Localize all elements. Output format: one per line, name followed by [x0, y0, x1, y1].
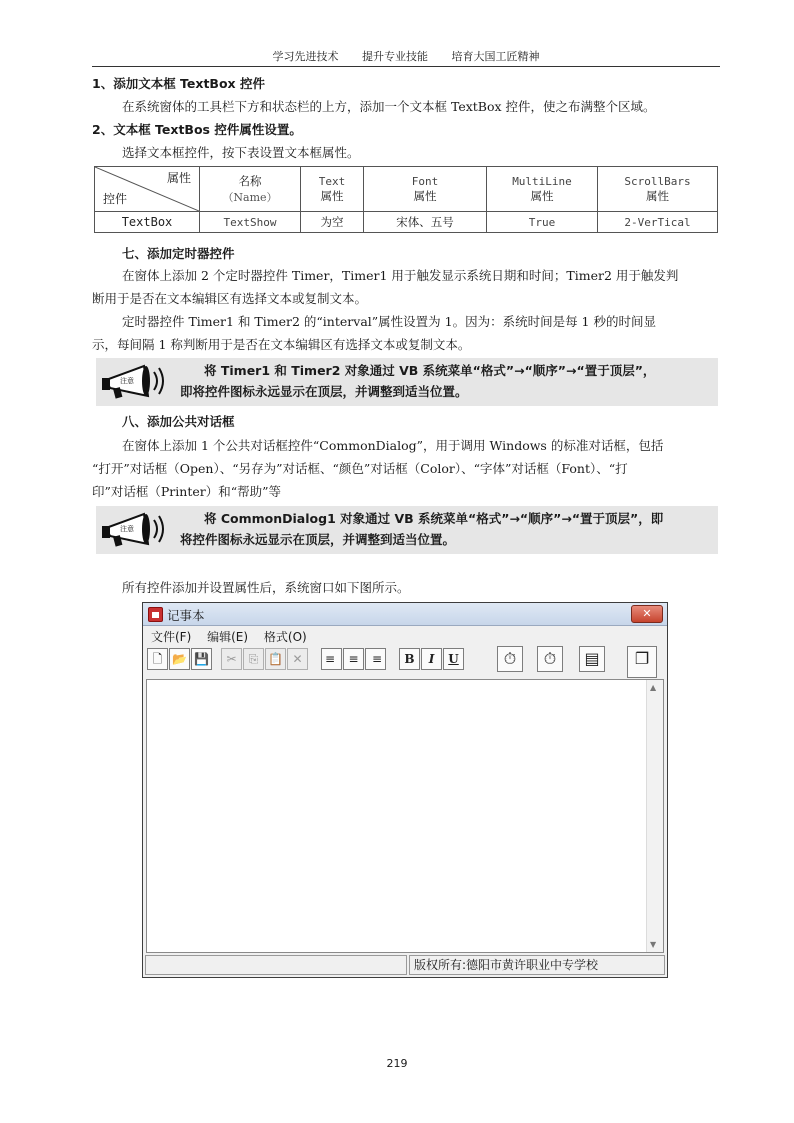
corner-top-label: 属性 — [166, 171, 191, 185]
notepad-window — [142, 602, 668, 978]
scroll-up-icon[interactable]: ▲ — [650, 683, 657, 692]
property-table — [94, 166, 718, 233]
status-panel-empty — [145, 955, 407, 975]
open-folder-icon[interactable]: 📂 — [169, 648, 190, 670]
window-title: 记事本 — [167, 608, 205, 623]
new-file-icon[interactable]: 🗋 — [147, 648, 168, 670]
note-box — [96, 506, 718, 554]
save-icon[interactable]: 💾 — [191, 648, 212, 670]
windows-icon: ❐ — [627, 646, 657, 678]
page-number: 219 — [386, 1057, 408, 1070]
copy-icon[interactable]: ⎘ — [243, 648, 264, 670]
page-header — [92, 48, 720, 67]
section-8-para: 印”对话框（Printer）和“帮助”等 — [92, 484, 282, 499]
menu-format[interactable]: 格式(O) — [263, 630, 307, 644]
cell: TextBox — [95, 212, 200, 233]
app-icon — [148, 607, 163, 622]
close-button[interactable]: ✕ — [631, 605, 663, 623]
section-7-para: 定时器控件 Timer1 和 Timer2 的“interval”属性设置为 1。因为：系统时间是每 1 秒的时间显 — [122, 314, 656, 329]
section-8-para: “打开”对话框（Open）、“另存为”对话框、“颜色”对话框（Color）、“字体”对话框（Font）、“打 — [92, 461, 628, 476]
header-item: 提升专业技能 — [362, 50, 428, 63]
table-header-row — [95, 167, 718, 212]
corner-cell — [95, 167, 200, 212]
timer2-icon: ⏱ — [537, 646, 563, 672]
header-cell: Font 属性 — [364, 167, 487, 212]
section-1-body: 在系统窗体的工具栏下方和状态栏的上方，添加一个文本框 TextBox 控件，使之布满整个区域。 — [122, 99, 656, 114]
common-dialog-icon: ▤ — [579, 646, 605, 672]
section-7-title: 七、添加定时器控件 — [122, 246, 235, 261]
align-center-icon[interactable]: ≡ — [343, 648, 364, 670]
header-item: 培育大国工匠精神 — [451, 50, 540, 63]
cell: 宋体、五号 — [364, 212, 487, 233]
header-item: 学习先进技术 — [272, 50, 339, 63]
svg-text:注意: 注意 — [120, 377, 134, 385]
cut-icon[interactable]: ✂ — [221, 648, 242, 670]
section-7-para: 在窗体上添加 2 个定时器控件 Timer，Timer1 用于触发显示系统日期和时间；Timer2 用于触发判 — [122, 268, 679, 283]
cell: TextShow — [200, 212, 301, 233]
cell: 2-VerTical — [598, 212, 718, 233]
delete-icon[interactable]: ✕ — [287, 648, 308, 670]
cell: True — [487, 212, 598, 233]
corner-bottom-label: 控件 — [103, 192, 128, 206]
italic-icon[interactable]: I — [421, 648, 442, 670]
svg-text:注意: 注意 — [120, 525, 134, 533]
note-text: 将 CommonDialog1 对象通过 VB 系统菜单“格式”→“顺序”→“置于顶层”，即 将控件图标永远显示在顶层，并调整到适当位置。 — [180, 511, 664, 547]
align-left-icon[interactable]: ≡ — [321, 648, 342, 670]
table-row — [95, 212, 718, 233]
title-bar[interactable] — [143, 603, 667, 626]
status-panel-copyright: 版权所有:德阳市黄许职业中专学校 — [409, 955, 665, 975]
timer1-icon: ⏱ — [497, 646, 523, 672]
section-2-title: 2、文本框 TextBos 控件属性设置。 — [92, 122, 302, 137]
header-cell: 名称 （Name） — [200, 167, 301, 212]
vertical-scrollbar[interactable] — [646, 680, 663, 952]
paste-icon[interactable]: 📋 — [265, 648, 286, 670]
note-text: 将 Timer1 和 Timer2 对象通过 VB 系统菜单“格式”→“顺序”→“置于顶层”， 即将控件图标永远显示在顶层，并调整到适当位置。 — [180, 363, 656, 399]
cell: 为空 — [301, 212, 364, 233]
menu-edit[interactable]: 编辑(E) — [207, 630, 249, 644]
bold-icon[interactable]: B — [399, 648, 420, 670]
text-edit-area[interactable] — [146, 679, 664, 953]
note-box — [96, 358, 718, 406]
menu-file[interactable]: 文件(F) — [151, 630, 192, 644]
section-7-para: 示，每间隔 1 称判断用于是否在文本编辑区有选择文本或复制文本。 — [92, 337, 471, 352]
header-cell: Text 属性 — [301, 167, 364, 212]
underline-icon[interactable]: U — [443, 648, 464, 670]
status-bar — [145, 955, 665, 975]
menu-bar — [143, 626, 667, 646]
section-7-para: 断用于是否在文本编辑区有选择文本或复制文本。 — [92, 291, 368, 306]
section-8-title: 八、添加公共对话框 — [122, 414, 235, 429]
toolbar — [143, 646, 667, 676]
header-cell: MultiLine 属性 — [487, 167, 598, 212]
scroll-down-icon[interactable]: ▼ — [650, 940, 657, 949]
megaphone-icon — [100, 362, 170, 402]
align-right-icon[interactable]: ≡ — [365, 648, 386, 670]
header-cell: ScrollBars 属性 — [598, 167, 718, 212]
megaphone-icon — [100, 510, 170, 550]
section-2-body: 选择文本框控件，按下表设置文本框属性。 — [122, 145, 360, 160]
section-1-title: 1、添加文本框 TextBox 控件 — [92, 76, 265, 91]
figure-caption: 所有控件添加并设置属性后，系统窗口如下图所示。 — [122, 580, 410, 595]
section-8-para: 在窗体上添加 1 个公共对话框控件“CommonDialog”，用于调用 Windows 的标准对话框，包括 — [122, 438, 664, 453]
